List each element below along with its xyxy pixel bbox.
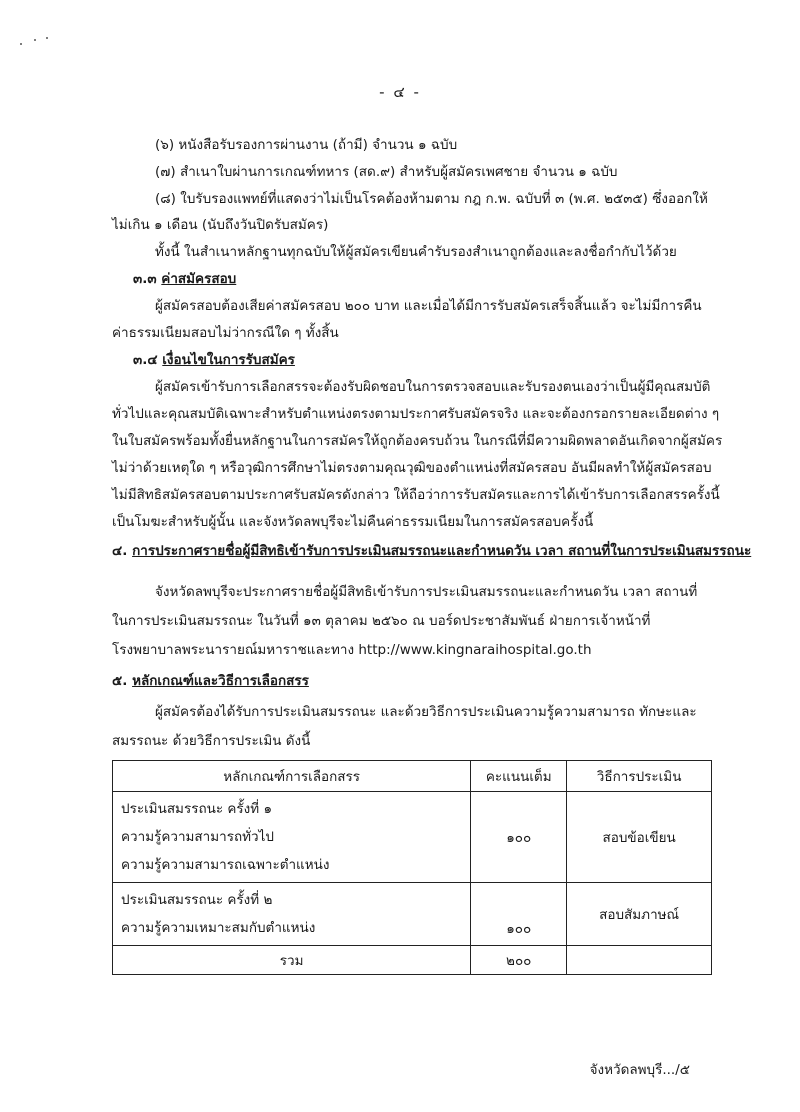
conditions-line: ไม่มีสิทธิสมัครสอบตามประกาศรับสมัครดังกล่าว ให้ถือว่าการรับสมัครและการได้เข้ารับการเลือกสรรครั้งนี้ [112,487,720,503]
item-6: (๖) หนังสือรับรองการผ่านงาน (ถ้ามี) จำนวน ๑ ฉบับ [155,137,458,153]
conditions-line: ทั่วไปและคุณสมบัติเฉพาะสำหรับตำแหน่งตรงตามประกาศรับสมัครจริง และจะต้องกรอกรายละเอียดต่าง ๆ [112,406,720,422]
method-cell: สอบข้อเขียน [567,792,712,883]
table-row [113,883,712,946]
section-3-4-heading [133,351,295,369]
announcement-place: โรงพยาบาลพระนารายณ์มหาราชและทาง [112,642,355,658]
item-7: (๗) สำเนาใบผ่านการเกณฑ์ทหาร (สด.๙) สำหรับผู้สมัครเพศชาย จำนวน ๑ ฉบับ [155,164,618,180]
criteria-cell [113,792,471,883]
criteria-line: ความรู้ความเหมาะสมกับตำแหน่ง [121,920,316,936]
section-title: หลักเกณฑ์และวิธีการเลือกสรร [132,673,309,689]
total-score: ๒๐๐ [471,946,567,975]
conditions-line: ในใบสมัครพร้อมทั้งยื่นหลักฐานในการสมัครให้ถูกต้องครบถ้วน ในกรณีที่มีความผิดพลาดอันเกิดจากผู้สมัคร [112,433,723,449]
selection-criteria-table [112,760,712,975]
announcement-line: จังหวัดลพบุรีจะประกาศรายชื่อผู้มีสิทธิเข้ารับการประเมินสมรรถนะและกำหนดวัน เวลา สถานที่ [155,584,698,600]
conditions-line: ไม่ว่าด้วยเหตุใด ๆ หรือวุฒิการศึกษาไม่ตรงตามคุณวุฒิของตำแหน่งที่สมัครสอบ อันมีผลทำให้ผู้สมัครสอบ [112,460,712,476]
table-header-row [113,761,712,792]
header-criteria: หลักเกณฑ์การเลือกสรร [113,761,471,792]
criteria-intro-cont: สมรรถนะ ด้วยวิธีการประเมิน ดังนี้ [112,733,311,749]
section-number: ๕. [112,673,128,689]
header-score: คะแนนเต็ม [471,761,567,792]
section-4-heading [112,542,751,560]
score-cell: ๑๐๐ [471,792,567,883]
header-method: วิธีการประเมิน [567,761,712,792]
continuation-footer: จังหวัดลพบุรี.../๕ [589,1062,690,1078]
table-row [113,792,712,883]
section-3-3-heading [133,270,236,288]
fee-paragraph-cont: ค่าธรรมเนียมสอบไม่ว่ากรณีใด ๆ ทั้งสิ้น [112,325,339,341]
criteria-line: ความรู้ความสามารถเฉพาะตำแหน่ง [121,857,330,873]
certify-note: ทั้งนี้ ในสำเนาหลักฐานทุกฉบับให้ผู้สมัครเขียนคำรับรองสำเนาถูกต้องและลงชื่อกำกับไว้ด้วย [155,244,677,260]
section-number: ๓.๔ [133,352,158,368]
conditions-line: ผู้สมัครเข้ารับการเลือกสรรจะต้องรับผิดชอบในการตรวจสอบและรับรองตนเองว่าเป็นผู้มีคุณสมบัติ [155,379,711,395]
announcement-line [112,641,592,659]
total-empty [567,946,712,975]
section-number: ๔. [112,543,128,559]
announcement-line: ในการประเมินสมรรถนะ ในวันที่ ๑๓ ตุลาคม ๒๕๖๐ ณ บอร์ดประชาสัมพันธ์ ฝ่ายการเจ้าหน้าที่ [112,613,651,629]
method-cell: สอบสัมภาษณ์ [567,883,712,946]
hospital-website-link[interactable]: http://www.kingnaraihospital.go.th [358,642,592,658]
criteria-line: ความรู้ความสามารถทั่วไป [121,829,274,845]
item-8: (๘) ใบรับรองแพทย์ที่แสดงว่าไม่เป็นโรคต้องห้ามตาม กฎ ก.พ. ฉบับที่ ๓ (พ.ศ. ๒๕๓๕) ซึ่งออกให้ [155,191,708,207]
section-number: ๓.๓ [133,271,157,287]
item-8-cont: ไม่เกิน ๑ เดือน (นับถึงวันปิดรับสมัคร) [112,217,329,233]
score-cell: ๑๐๐ [471,883,567,946]
section-5-heading [112,672,309,690]
total-label: รวม [113,946,471,975]
section-title: การประกาศรายชื่อผู้มีสิทธิเข้ารับการประเมินสมรรถนะและกำหนดวัน เวลา สถานที่ในการประเมินสมรรถนะ [132,543,752,559]
fee-paragraph: ผู้สมัครสอบต้องเสียค่าสมัครสอบ ๒๐๐ บาท และเมื่อได้มีการรับสมัครเสร็จสิ้นแล้ว จะไม่มีการคืน [155,298,702,314]
conditions-line: เป็นโมฆะสำหรับผู้นั้น และจังหวัดลพบุรีจะไม่คืนค่าธรรมเนียมในการสมัครสอบครั้งนี้ [112,514,594,530]
page-number: - ๔ - [379,83,421,101]
section-title: ค่าสมัครสอบ [161,271,237,287]
section-title: เงื่อนไขในการรับสมัคร [162,352,295,368]
criteria-cell [113,883,471,946]
table-total-row [113,946,712,975]
criteria-line: ประเมินสมรรถนะ ครั้งที่ ๑ [121,801,273,817]
criteria-line: ประเมินสมรรถนะ ครั้งที่ ๒ [121,892,273,908]
criteria-intro: ผู้สมัครต้องได้รับการประเมินสมรรถนะ และด้วยวิธีการประเมินความรู้ความสามารถ ทักษะและ [155,704,697,720]
